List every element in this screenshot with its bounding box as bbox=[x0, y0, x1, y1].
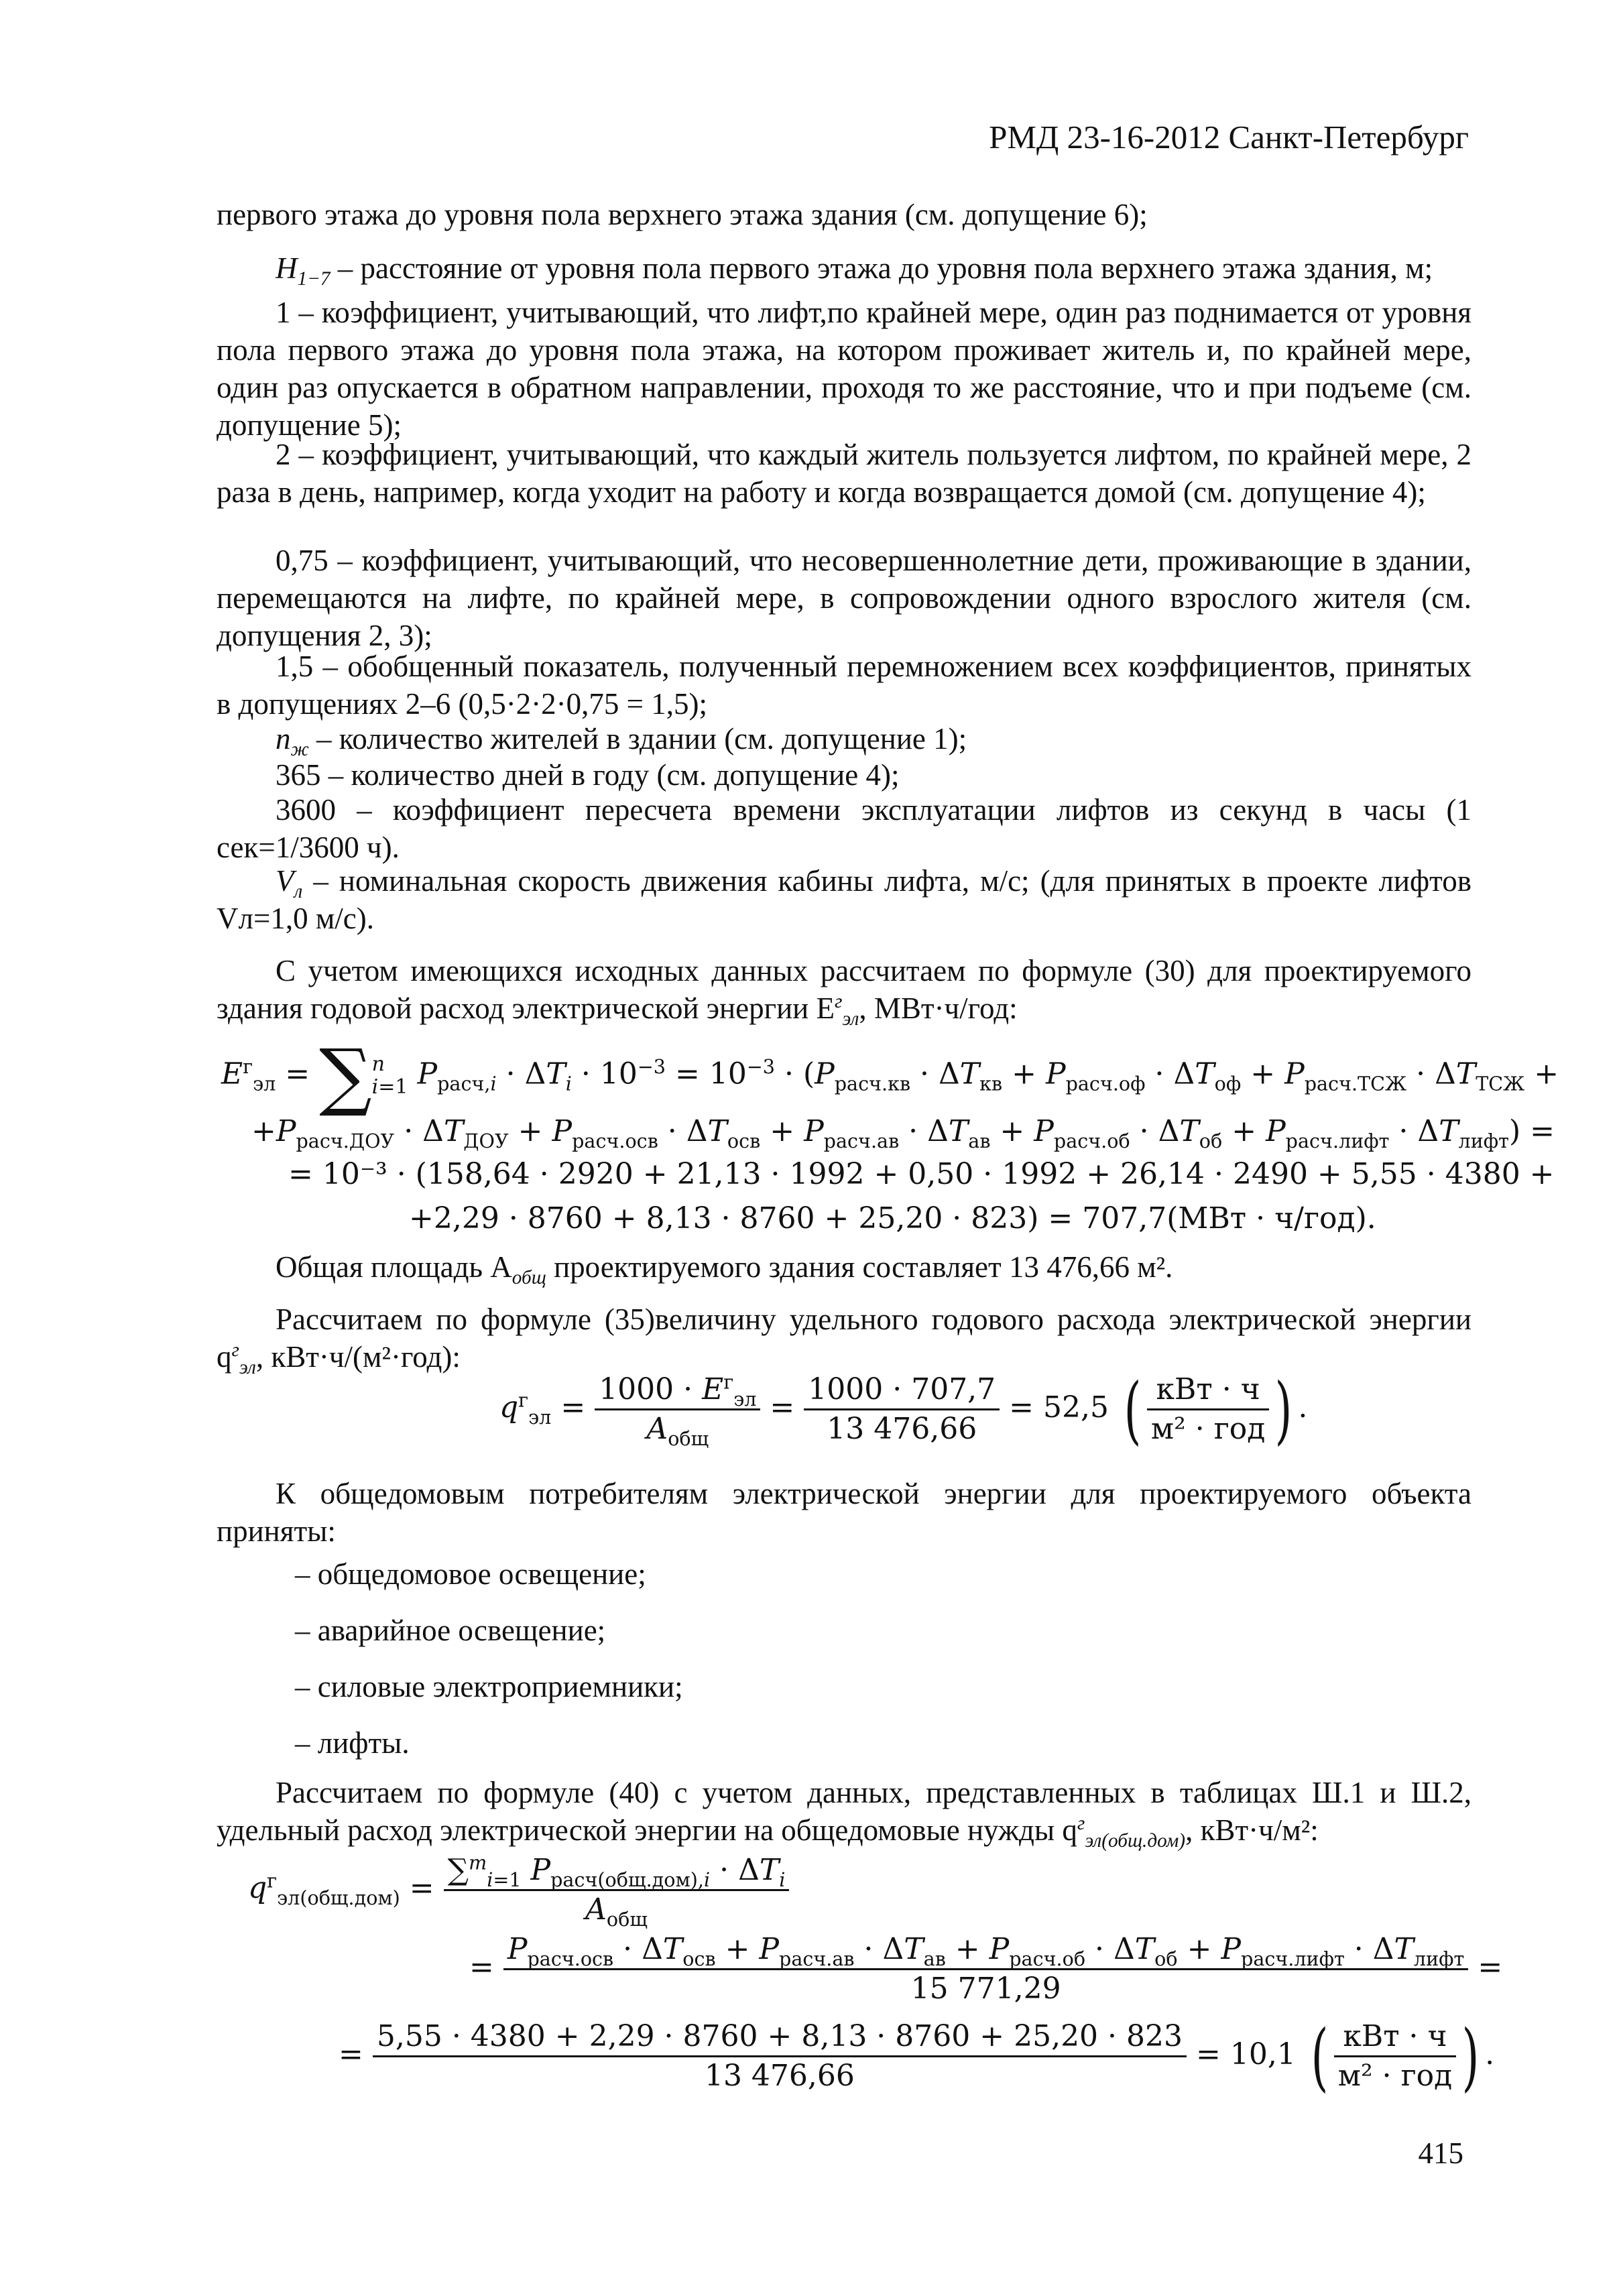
specific-consumption-paragraph: Рассчитаем по формуле (35)величину удельного годового расхода электрической энергии $q^г_{эл}$, кВт·ч/(м²·год): bbox=[217, 1303, 1471, 1378]
definition-symbol: $n_ж$ bbox=[276, 722, 309, 760]
formula-annual-energy-line3: = 10⁻³ · (158,64 · 2920 + 21,13 · 1992 + 0,50 · 1992 + 26,14 · 2490 + 5,55 · 4380 + bbox=[288, 1157, 1555, 1191]
sum-icon: ∑ bbox=[319, 1033, 372, 1119]
formula-annual-energy-line4: +2,29 · 8760 + 8,13 · 8760 + 25,20 · 823) = 707,7(МВт · ч/год). bbox=[409, 1201, 1376, 1235]
definition-text: – коэффициент, учитывающий, что лифт,по крайней мере, один раз поднимается от уровня пола первого этажа до уровня пола этажа, на котором проживает житель и, по крайней мере, один раз опускается в обратном направлении, проходя то же расстояние, что и при подъеме (см. допущение 5); bbox=[217, 296, 1471, 442]
definition-coef-15 bbox=[217, 648, 1471, 723]
definition-text: – коэффициент пересчета времени эксплуатации лифтов из секунд в часы (1 сек=1/3600 ч). bbox=[217, 793, 1471, 864]
fraction: $\frac{\sum^m_{i=1} P_{расч(общ.дом),i} \cdot \Delta T_i}{A_{общ}}$ bbox=[444, 1852, 790, 1929]
list-item: – аварийное освещение; bbox=[295, 1614, 606, 1647]
definition-residents bbox=[217, 720, 1471, 758]
continuation-text: первого этажа до уровня пола верхнего этажа здания (см. допущение 6); bbox=[217, 198, 1148, 231]
list-item: – общедомовое освещение; bbox=[295, 1557, 646, 1591]
unit-fraction: $\frac{\text{кВт · ч}}{\text{м² · год}}$ bbox=[1147, 1371, 1269, 1448]
document-header: РМД 23-16-2012 Санкт-Петербург bbox=[989, 119, 1469, 156]
definition-symbol: 1 bbox=[276, 296, 291, 329]
formula-common-needs-line2: = $P_{расч.осв} \cdot \Delta T_{осв} + P_{расч.ав} \cdot \Delta T_{ав} + P_{расч.об} \cdot \Delta T_{об} + P_{расч.лифт} \cdot \Delta T_{лифт}$ 15 771,29 = bbox=[469, 1931, 1502, 2008]
unit-fraction: $\frac{\text{кВт · ч}}{\text{м² · год}}$ bbox=[1334, 2018, 1456, 2095]
definition-text: – количество жителей в здании (см. допущение 1); bbox=[308, 722, 967, 756]
fraction: $\frac{1000 \cdot 707,7}{13 476,66}$ bbox=[804, 1371, 1000, 1448]
definition-text: – коэффициент, учитывающий, что каждый житель пользуется лифтом, по крайней мере, 2 раза в день, например, когда уходит на работу и когда возвращается домой (см. допущение 4); bbox=[217, 438, 1471, 509]
fraction: $\frac{1000 \cdot E^г_{эл}}{A_{общ}}$ bbox=[595, 1371, 760, 1448]
definition-symbol: $V_л$ bbox=[276, 864, 303, 902]
definition-symbol: 365 bbox=[276, 758, 321, 792]
definition-h17 bbox=[217, 249, 1471, 290]
definition-symbol: 1,5 bbox=[276, 650, 314, 683]
definition-speed bbox=[217, 862, 1471, 937]
formula40-paragraph: Рассчитаем по формуле (40) с учетом данных, представленных в таблицах Ш.1 и Ш.2, удельный расход электрической энергии на общедомовые нужды $q^г_{эл(общ.дом)}$, кВт·ч/м²: bbox=[217, 1776, 1471, 1852]
definition-3600 bbox=[217, 791, 1471, 866]
list-item: – лифты. bbox=[295, 1726, 410, 1760]
definition-text: – обобщенный показатель, полученный перемножением всех коэффициентов, принятых в допущениях 2–6 (0,5·2·2·0,75 = 1,5); bbox=[217, 650, 1471, 721]
definition-symbol: 2 bbox=[276, 438, 291, 471]
page-number: 415 bbox=[1418, 2136, 1463, 2170]
calc-intro-paragraph: С учетом имеющихся исходных данных рассчитаем по формуле (30) для проектируемого здания годовой расход электрической энергии $E^г_{эл}$, МВт·ч/год: bbox=[217, 954, 1471, 1030]
definition-text: – коэффициент, учитывающий, что несовершеннолетние дети, проживающие в здании, перемещаются на лифте, по крайней мере, в сопровождении одного взрослого жителя (см. допущения 2, 3); bbox=[217, 544, 1471, 652]
formula-annual-energy-line1: $E^г_{эл}$ = ∑ n i=1 $P_{расч,i} \cdot \Delta T_i \cdot 10^{-3} = 10^{-3} \cdot (P_{расч.кв} \cdot \Delta T_{кв} + P_{расч.оф} \cdot \Delta T_{оф} + P_{расч.ТСЖ} \cdot \Delta T_{ТСЖ}$ + bbox=[221, 1033, 1559, 1119]
fraction: $P_{расч.осв} \cdot \Delta T_{осв} + P_{расч.ав} \cdot \Delta T_{ав} + P_{расч.об} \cdot \Delta T_{об} + P_{расч.лифт} \cdot \Delta T_{лифт}$ 15 771,29 bbox=[503, 1931, 1468, 2008]
definition-symbol: 3600 bbox=[276, 793, 336, 827]
list-item: – силовые электроприемники; bbox=[295, 1670, 683, 1703]
formula-annual-energy-line2: $+P_{расч.ДОУ} \cdot \Delta T_{ДОУ} + P_{расч.осв} \cdot \Delta T_{осв} + P_{расч.ав} \cdot \Delta T_{ав} + P_{расч.об} \cdot \Delta T_{об} + P_{расч.лифт} \cdot \Delta T_{лифт}$) = bbox=[251, 1114, 1555, 1152]
area-paragraph: Общая площадь $A_{общ}$ проектируемого здания составляет 13 476,66 м². bbox=[276, 1250, 1173, 1288]
definition-text: – количество дней в году (см. допущение 4); bbox=[320, 758, 900, 792]
definition-coef-2 bbox=[217, 436, 1471, 511]
definition-days bbox=[217, 756, 1471, 794]
fraction: $\frac{5,55 \cdot 4380 + 2,29 \cdot 8760 + 8,13 \cdot 8760 + 25,20 \cdot 823}{13 476,66}$ bbox=[373, 2018, 1187, 2095]
formula-common-needs-line1: $q^г_{эл(общ.дом)}$ = $\frac{\sum^m_{i=1} P_{расч(общ.дом),i} \cdot \Delta T_i}{A_{общ}}$ bbox=[248, 1852, 789, 1929]
formula-specific-consumption: $q^г_{эл}$ = $\frac{1000 \cdot E^г_{эл}}{A_{общ}}$ = $\frac{1000 \cdot 707,7}{13 476,66}$ = 52,5 ( $\frac{\text{кВт · ч}}{\text{м² · год}}$ ) . bbox=[499, 1366, 1308, 1453]
definition-symbol: 0,75 bbox=[276, 544, 328, 577]
definition-coef-1 bbox=[217, 294, 1471, 444]
definition-coef-075 bbox=[217, 542, 1471, 654]
definition-text: – расстояние от уровня пола первого этажа до уровня пола верхнего этажа здания, м; bbox=[330, 251, 1433, 285]
definition-text: – номинальная скорость движения кабины лифта, м/с; (для принятых в проекте лифтов Vл=1,0 м/с). bbox=[217, 864, 1471, 935]
consumers-paragraph: К общедомовым потребителям электрической энергии для проектируемого объекта приняты: bbox=[217, 1477, 1471, 1548]
formula-common-needs-line3: = $\frac{5,55 \cdot 4380 + 2,29 \cdot 8760 + 8,13 \cdot 8760 + 25,20 \cdot 823}{13 476,66}$ = 10,1 ( $\frac{\text{кВт · ч}}{\text{м² · год}}$ ) . bbox=[339, 2013, 1495, 2100]
definition-symbol: $H_{1-7}$ bbox=[276, 251, 330, 290]
